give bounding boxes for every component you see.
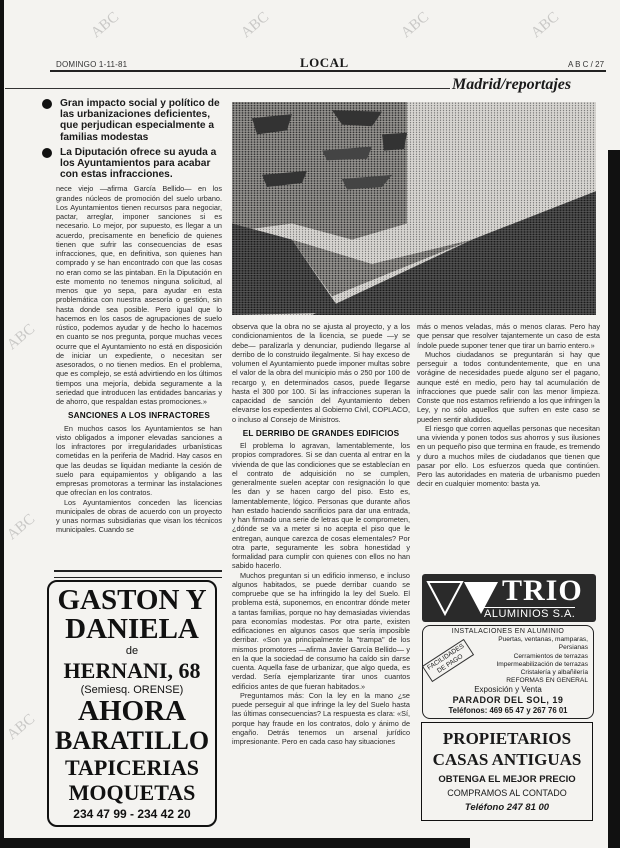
ad-gaston-daniela <box>47 580 217 827</box>
trio-details <box>422 625 594 719</box>
ad-propietarios <box>421 722 593 821</box>
abc-watermark: ABC <box>238 9 273 42</box>
ad-line: MOQUETAS <box>68 780 196 805</box>
bullet-icon <box>42 148 52 158</box>
page-number: A B C / 27 <box>568 60 605 69</box>
trio-service: Puertas, ventanas, mamparas, Persianas <box>498 636 588 652</box>
paragraph: Los Ayuntamientos conceden las licencias municipales de obras de acuerdo con un proyecto y unas normas subsidiarias que visan los técnicos municipales. Cuando se <box>56 497 222 535</box>
paragraph: En muchos casos los Ayuntamientos se han visto obligados a imponer elevadas sanciones a los infractores por irregularidades urbanísticas cometidas en la periferia de Madrid. Hay casos en que las deudas se liquidan mediante la cesión de suelo para equipamientos y obligando a las empresas promotoras a terminar las instalaciones que ofrecían en los contratos. <box>56 423 222 498</box>
column-divider <box>54 570 222 578</box>
ad-line: DANIELA <box>65 613 199 645</box>
bullet-icon <box>42 99 52 109</box>
ad-line: HERNANI, 68 <box>63 658 201 683</box>
trio-company: ALUMINIOS S.A. <box>484 608 576 620</box>
paragraph: El riesgo que corren aquellas personas que necesitan una vivienda y ponen todos sus ahorros y sus ilusiones en un pequeño piso que termina en fraude, es tremendo y duro a muchos miles de ciudadanos que tienen que pasar por ello. Los esfuerzos queda que continúen. Pero las autoridades en materia de urbanismo pueden decir en cualquier momento: basta ya. <box>417 423 600 489</box>
scan-edge-bottom <box>0 838 470 848</box>
trio-showroom: Exposición y Venta <box>474 685 542 695</box>
subsection-title: Madrid/reportajes <box>452 76 572 93</box>
trio-stamp-area <box>423 639 473 683</box>
paragraph: observa que la obra no se ajusta al proyecto, y a los condicionamientos de la licencia, se puede —y se debe— paralizarla y denunciar, pudiendo llegarse al derribo de lo construido ilegalmente. Si hay exceso de volumen el Ayuntamiento puede imponer multas sobre el valor de la obra del municipio más o 250 por 100 de recargo y, en determinados casos, puede llegarse hasta el 300 por 100. Si las infracciones superan la capacidad de sanción del Ayuntamiento deben elevarse los expedientes al Gobierno Civil, COPLACO, o incluso al Consejo de Ministros. <box>232 322 410 424</box>
abc-watermark: ABC <box>4 711 39 744</box>
subsection-rule <box>5 88 450 89</box>
section-title: LOCAL <box>300 55 349 70</box>
article-column-left <box>56 184 222 534</box>
article-column-right <box>417 322 600 489</box>
trio-brand: TRIO <box>502 574 583 607</box>
ad-line: AHORA <box>78 695 186 727</box>
abc-watermark: ABC <box>4 321 39 354</box>
ad-line: BARATILLO <box>54 726 210 755</box>
highlight-item <box>40 98 222 143</box>
subheading: SANCIONES A LOS INFRACTORES <box>67 411 211 421</box>
paragraph: Muchos preguntan si un edificio inmenso, e incluso algunos habitados, se puede derribar cuando se compruebe que se ha infringido la ley del Suelo. El problema está, suponemos, en encontrar dónde meter a tantas familias, porque no hay demasiadas viviendas para economías modestas. Por otra parte, existen edificaciones en algunos casos que sería imposible derribar. «Son ya principalmente la "trampa" de los mismos promotores —afirma Javier García Bellido— y en la que la sociedad de consumo ha caído sin darse cuenta. Aquella fase de urbanizar, que algo queda, es verdad. Sería ejemplarizante tirar unos cuantos edificios antes de que fueran habitados.» <box>232 570 410 691</box>
trio-services-row <box>423 636 593 685</box>
trio-service: Cristalería y albañilería <box>520 669 588 677</box>
ad-line: de <box>125 645 139 657</box>
ad-line: CASAS ANTIGUAS <box>432 750 582 769</box>
abc-watermark: ABC <box>88 9 123 42</box>
highlights <box>40 98 222 180</box>
ad-line: (Semiesq. ORENSE) <box>80 684 184 696</box>
paragraph: más o menos veladas, más o menos claras. Pero hay que pensar que resolver tajantemente un caso de esta índole puede suponer tener que tirar un barrio entero.» <box>417 322 600 350</box>
abc-watermark: ABC <box>398 9 433 42</box>
subheading: EL DERRIBO DE GRANDES EDIFICIOS <box>242 428 400 438</box>
trio-service: Cerramientos de terrazas <box>513 652 588 660</box>
article-column-middle <box>232 322 410 746</box>
ad-line: TAPICERIAS <box>64 755 200 780</box>
trio-services-list <box>473 636 593 685</box>
ad-phone: Teléfono 247 81 00 <box>464 802 550 813</box>
article-photo <box>232 102 596 315</box>
trio-phones: Teléfonos: 469 65 47 y 267 76 01 <box>448 706 568 716</box>
paragraph: Preguntamos más: Con la ley en la mano ¿se puede perseguir al que infringe la ley del Suelo hasta las últimas consecuencias? La respuesta es clara: «Sí, porque hay fraude en los contratos, dolo y ánimo de engaño. Detrás tenemos un arsenal jurídico impresionante. Pero en cada caso hay situaciones <box>232 690 410 746</box>
scan-edge-right <box>608 150 620 848</box>
paragraph: Muchos ciudadanos se preguntarán si hay que perseguir a todos contundentemente, que en una vorágine de necesidades puede alguno ser el pagano, aunque esté en medio, pero hay tal acumulación de infracciones que puede salir con las menor limpieza. Conste que nos estamos refiriendo a los que infringen la Ley, y no sólo aquellos que sufren en este caso se pueden sentir aludidos. <box>417 349 600 424</box>
header-rule <box>50 70 606 72</box>
ad-line: PROPIETARIOS <box>442 729 572 748</box>
highlight-text: Gran impacto social y político de las urbanizaciones deficientes, que perjudican especialmente a familias modestas <box>60 98 220 143</box>
trio-service: Impermeabilización de terrazas <box>496 660 588 668</box>
trio-services-title: INSTALACIONES EN ALUMINIO <box>451 628 565 635</box>
abc-watermark: ABC <box>528 9 563 42</box>
issue-date: DOMINGO 1-11-81 <box>56 60 128 69</box>
ad-line: OBTENGA EL MEJOR PRECIO <box>438 774 576 785</box>
left-column-wrapper <box>40 98 222 535</box>
ad-line: GASTON Y <box>57 584 207 616</box>
ad-line: COMPRAMOS AL CONTADO <box>447 788 567 798</box>
trio-banner <box>422 574 596 622</box>
paragraph: nece viejo —afirma García Bellido— en los grandes núcleos de promoción del suelo urbano. Los Ayuntamientos tienen recursos para negociar, pactar, arreglar, imponer sanciones si es necesario. Lo mejor, por supuesto, es llegar a un acuerdo, precisamente en beneficio de quienes tienen que sufrir las consecuencias de esas infracciones, que, en definitiva, son quienes han comprado y se han encontrado con que las cosas no eran como se las pintaban. En la Diputación en este momento no tenemos ninguna solicitud, al menos que yo sepa, para ayudar en esta problemática con nuestra asesoría o gestión, sin hasta donde sea posible. Pero igual que lo hacemos en los casos de agrupaciones de suelo rústico, podemos ayudar y de hecho lo hacemos en cuanto se nos pregunta, porque muchas veces ocurre que el Ayuntamiento no está en disposición de iniciar un expediente, o necesitan ser asesorados, o no tienen medios. En el problema, que es complejo, se está advirtiendo en los últimos tiempos una mejoría, debida seguramente a la seriedad que introducen las entidades bancarias y de ahorro, que respaldan estas promociones.» <box>56 184 222 407</box>
trio-service: REFORMAS EN GENERAL <box>506 677 588 685</box>
highlight-text: La Diputación ofrece su ayuda a los Ayuntamientos para acabar con estas infracciones. <box>60 146 217 181</box>
ad-phones: 234 47 99 - 234 42 20 <box>73 807 191 821</box>
trio-address: PARADOR DEL SOL, 19 <box>452 695 564 706</box>
abc-watermark: ABC <box>4 511 39 544</box>
paragraph: El problema lo agravan, lamentablemente, los propios compradores. Si se dan cuenta al entrar en la vivienda de que las condiciones que se establecían en el contrato de adquisición no se cumplen, generalmente suelen aceptar con resignación lo que les dan y se hacen cargo del piso. Esto es, lamentablemente, lógico. Personas que durante años han estado haciendo sacrificios para dar una entrada, y han firmado una serie de letras que le comprometen, ¿dónde se va a meter si no acepta el piso que le entregan, aunque carezca de cosas elementales? Por otra parte, seguramente les sobra honestidad y formalidad para cumplir con quienes con ellos no han sabido hacerlo. <box>232 441 410 571</box>
scan-edge-left <box>0 0 4 848</box>
trio-payment-stamp: FACILIDADES DE PAGO <box>422 639 474 682</box>
highlight-item <box>40 147 222 181</box>
